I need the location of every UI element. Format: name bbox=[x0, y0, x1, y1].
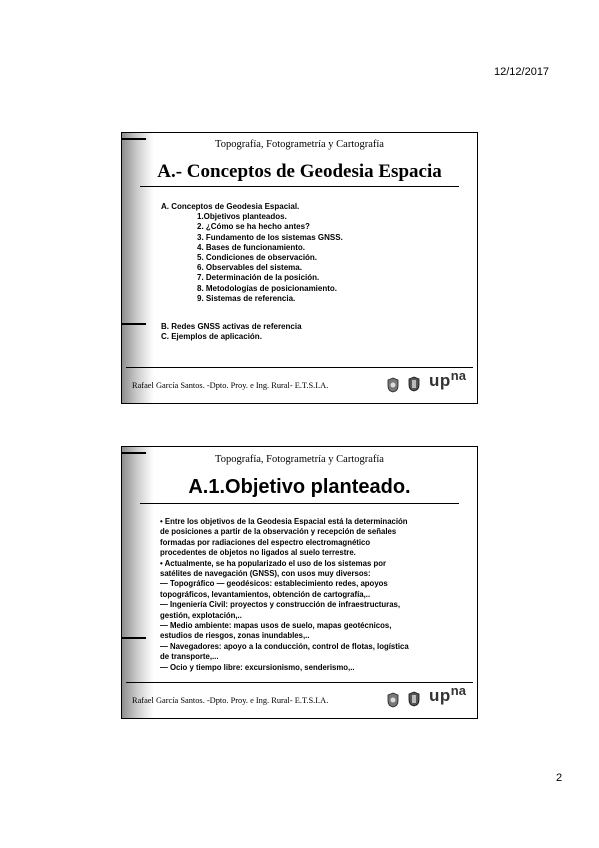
crest-icon bbox=[407, 376, 421, 392]
page-date: 12/12/2017 bbox=[494, 66, 550, 78]
slide-accent-line bbox=[122, 323, 146, 325]
toc-item: 5. Condiciones de observación. bbox=[197, 253, 318, 263]
toc-item: 6. Observables del sistema. bbox=[197, 263, 302, 273]
slide-body bbox=[160, 517, 409, 673]
upna-logo: $up^{na}$ bbox=[429, 683, 466, 705]
university-seal-icon bbox=[386, 692, 400, 708]
body-line: — Ingeniería Civil: proyectos y construcción de infraestructuras, bbox=[160, 600, 401, 610]
university-seal-icon bbox=[386, 377, 400, 393]
slide-heading: A.- Conceptos de Geodesia Espacia bbox=[157, 161, 442, 182]
footer-rule bbox=[126, 682, 473, 683]
slide-footer: Rafael García Santos. -Dpto. Proy. e Ing. Rural- E.T.S.I.A. bbox=[132, 696, 329, 705]
body-line: topográficos, levantamientos, obtención de cartografía,.. bbox=[160, 589, 371, 599]
toc-tail bbox=[161, 322, 302, 342]
body-line: — Medio ambiente: mapas usos de suelo, mapas geotécnicos, bbox=[160, 621, 392, 631]
toc-item: B. Redes GNSS activas de referencia bbox=[161, 322, 302, 331]
toc-item: 3. Fundamento de los sistemas GNSS. bbox=[197, 232, 343, 242]
page-number: 2 bbox=[556, 772, 563, 784]
slide-footer: Rafael García Santos. -Dpto. Proy. e Ing. Rural- E.T.S.I.A. bbox=[132, 381, 329, 390]
toc-item: 9. Sistemas de referencia. bbox=[197, 293, 296, 303]
crest-icon bbox=[407, 691, 421, 707]
toc-item: 4. Bases de funcionamiento. bbox=[197, 242, 306, 252]
heading-rule bbox=[140, 503, 459, 504]
toc-list bbox=[161, 202, 343, 304]
body-line: — Ocio y tiempo libre: excursionismo, senderismo,.. bbox=[160, 662, 355, 672]
slide-1 bbox=[121, 132, 478, 404]
body-line: • Actualmente, se ha popularizado el uso de los sistemas por bbox=[160, 558, 387, 568]
toc-item: 7. Determinación de la posición. bbox=[197, 273, 320, 283]
footer-rule bbox=[126, 367, 473, 368]
upna-logo: $up^{na}$ bbox=[429, 368, 466, 390]
slide-accent-line bbox=[122, 637, 146, 639]
body-line: de posiciones a partir de la observación y recepción de señales bbox=[160, 527, 397, 537]
slide-subtitle: Topografía, Fotogrametría y Cartografía bbox=[215, 454, 384, 465]
toc-item: 8. Metodologías de posicionamiento. bbox=[197, 283, 338, 293]
toc-item: 2. ¿Cómo se ha hecho antes? bbox=[197, 222, 310, 232]
body-line: estudios de riesgos, zonas inundables,.. bbox=[160, 631, 310, 641]
slide-heading: A.1.Objetivo planteado. bbox=[188, 476, 411, 498]
body-line: gestión, explotación,.. bbox=[160, 610, 242, 620]
body-line: — Navegadores: apoyo a la conducción, control de flotas, logística bbox=[160, 641, 409, 651]
body-line: formadas por radiaciones del espectro electromagnético bbox=[160, 537, 371, 547]
body-line: procedentes de objetos no ligados al suelo terrestre. bbox=[160, 548, 356, 558]
toc-item: 1.Objetivos planteados. bbox=[197, 212, 287, 222]
heading-rule bbox=[140, 186, 459, 187]
slide-2 bbox=[121, 446, 478, 719]
toc-main: A. Conceptos de Geodesia Espacial. bbox=[161, 202, 300, 211]
body-line: satélites de navegación (GNSS), con usos muy diversos: bbox=[160, 569, 371, 579]
slide-subtitle: Topografía, Fotogrametría y Cartografía bbox=[215, 139, 384, 150]
body-line: — Topográfico — geodésicos: establecimiento redes, apoyos bbox=[160, 579, 388, 589]
toc-item: C. Ejemplos de aplicación. bbox=[161, 332, 262, 342]
body-line: de transporte,... bbox=[160, 652, 219, 662]
body-line: • Entre los objetivos de la Geodesia Espacial está la determinación bbox=[160, 517, 408, 526]
